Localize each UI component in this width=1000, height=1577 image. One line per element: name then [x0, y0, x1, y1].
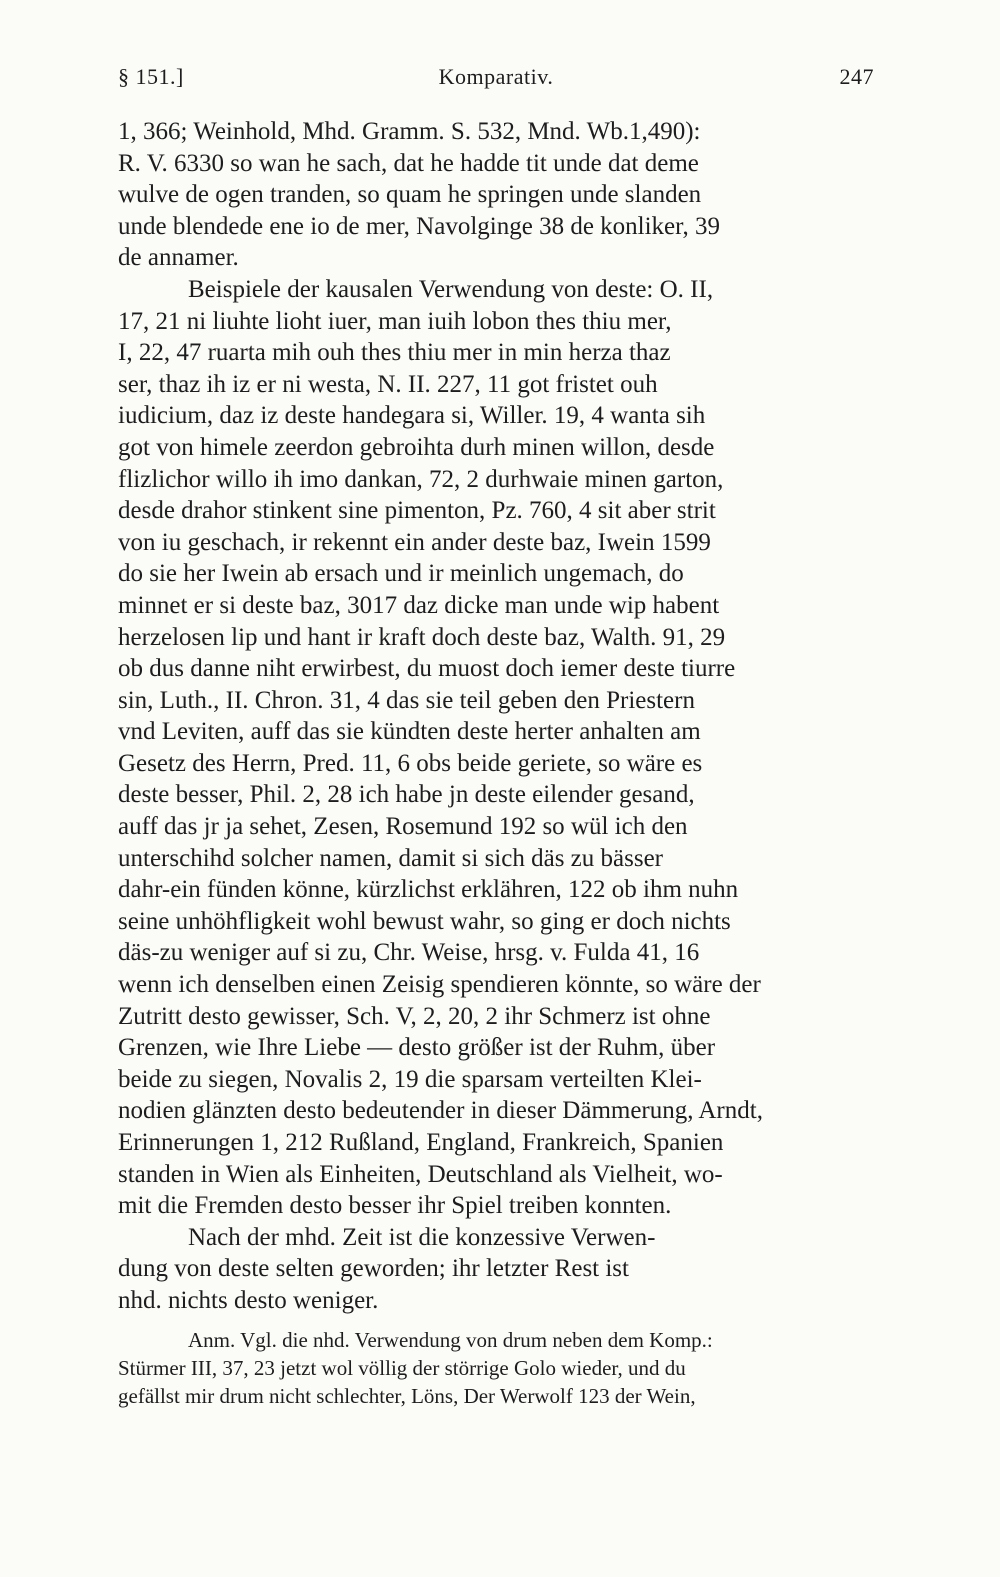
text-line: seine unhöhfligkeit wohl bewust wahr, so ging er doch nichts: [118, 907, 731, 935]
text-line: R. V. 6330 so wan he sach, dat he hadde tit unde dat deme: [118, 149, 699, 177]
annotation-note: [118, 1326, 874, 1410]
main-text: [118, 116, 874, 1317]
text-line: ob dus danne niht erwirbest, du muost doch iemer deste tiurre: [118, 655, 736, 683]
text-line: do sie her Iwein ab ersach und ir meinlich ungemach, do: [118, 560, 684, 588]
text-line: sin, Luth., II. Chron. 31, 4 das sie teil geben den Priestern: [118, 686, 695, 714]
text-line: auff das jr ja sehet, Zesen, Rosemund 192 so wül ich den: [118, 813, 688, 841]
text-line: deste besser, Phil. 2, 28 ich habe jn deste eilender gesand,: [118, 781, 695, 809]
text-line: mit die Fremden desto besser ihr Spiel treiben konnten.: [118, 1192, 672, 1220]
text-line: dung von deste selten geworden; ihr letzter Rest ist: [118, 1255, 629, 1283]
text-line: got von himele zeerdon gebroihta durh minen willon, desde: [118, 433, 715, 461]
text-line: vnd Leviten, auff das sie kündten deste herter anhalten am: [118, 718, 701, 746]
note-line: gefällst mir drum nicht schlechter, Löns, Der Werwolf 123 der Wein,: [118, 1384, 696, 1408]
text-line: Grenzen, wie Ihre Liebe — desto größer ist der Ruhm, über: [118, 1034, 716, 1062]
running-header: [118, 64, 874, 98]
text-line: wulve de ogen tranden, so quam he springen unde slanden: [118, 181, 702, 209]
text-line: iudicium, daz iz deste handegara si, Willer. 19, 4 wanta sih: [118, 402, 706, 430]
text-line: Zutritt desto gewisser, Sch. V, 2, 20, 2 ihr Schmerz ist ohne: [118, 1002, 711, 1030]
text-line: Gesetz des Herrn, Pred. 11, 6 obs beide geriete, so wäre es: [118, 749, 703, 777]
text-line: wenn ich denselben einen Zeisig spendieren könnte, so wäre der: [118, 971, 761, 999]
text-line: 17, 21 ni liuhte lioht iuer, man iuih lobon thes thiu mer,: [118, 307, 672, 335]
text-line: unde blendede ene io de mer, Navolginge 38 de konliker, 39: [118, 212, 720, 240]
text-line: beide zu siegen, Novalis 2, 19 die sparsam verteilten Klei-: [118, 1065, 702, 1093]
text-line: herzelosen lip und hant ir kraft doch deste baz, Walth. 91, 29: [118, 623, 726, 651]
text-line: däs-zu weniger auf si zu, Chr. Weise, hrsg. v. Fulda 41, 16: [118, 939, 700, 967]
text-line: Erinnerungen 1, 212 Rußland, England, Frankreich, Spanien: [118, 1129, 724, 1156]
text-line: I, 22, 47 ruarta mih ouh thes thiu mer in min herza thaz: [118, 339, 671, 367]
text-line: von iu geschach, ir rekennt ein ander deste baz, Iwein 1599: [118, 528, 711, 556]
paragraph-start-line: Beispiele der kausalen Verwendung von deste: O. II,: [188, 275, 714, 303]
text-line: standen in Wien als Einheiten, Deutschland als Vielheit, wo-: [118, 1160, 723, 1188]
text-line: minnet er si deste baz, 3017 daz dicke man unde wip habent: [118, 591, 720, 619]
note-line: Stürmer III, 37, 23 jetzt wol völlig der störrige Golo wieder, und du: [118, 1356, 686, 1380]
text-line: ser, thaz ih iz er ni westa, N. II. 227, 11 got fristet ouh: [118, 370, 658, 398]
text-line: dahr-ein fünden könne, kürzlichst erklähren, 122 ob ihm nuhn: [118, 876, 739, 904]
note-line: Anm. Vgl. die nhd. Verwendung von drum neben dem Komp.:: [188, 1328, 713, 1352]
text-line: 1, 366; Weinhold, Mhd. Gramm. S. 532, Mnd. Wb.1,490):: [118, 118, 701, 145]
text-line: flizlichor willo ih imo dankan, 72, 2 durhwaie minen garton,: [118, 465, 724, 493]
text-line: nodien glänzten desto bedeutender in dieser Dämmerung, Arndt,: [118, 1097, 763, 1125]
text-line: de annamer.: [118, 244, 239, 272]
page-number: 247: [839, 64, 874, 89]
running-title: Komparativ.: [438, 64, 554, 89]
paragraph-start-line: Nach der mhd. Zeit ist die konzessive Verwen-: [188, 1223, 656, 1251]
text-line: nhd. nichts desto weniger.: [118, 1286, 379, 1314]
text-line: desde drahor stinkent sine pimenton, Pz. 760, 4 sit aber strit: [118, 497, 716, 525]
text-line: unterschihd solcher namen, damit si sich däs zu bässer: [118, 844, 663, 872]
section-reference: § 151.]: [118, 64, 184, 89]
